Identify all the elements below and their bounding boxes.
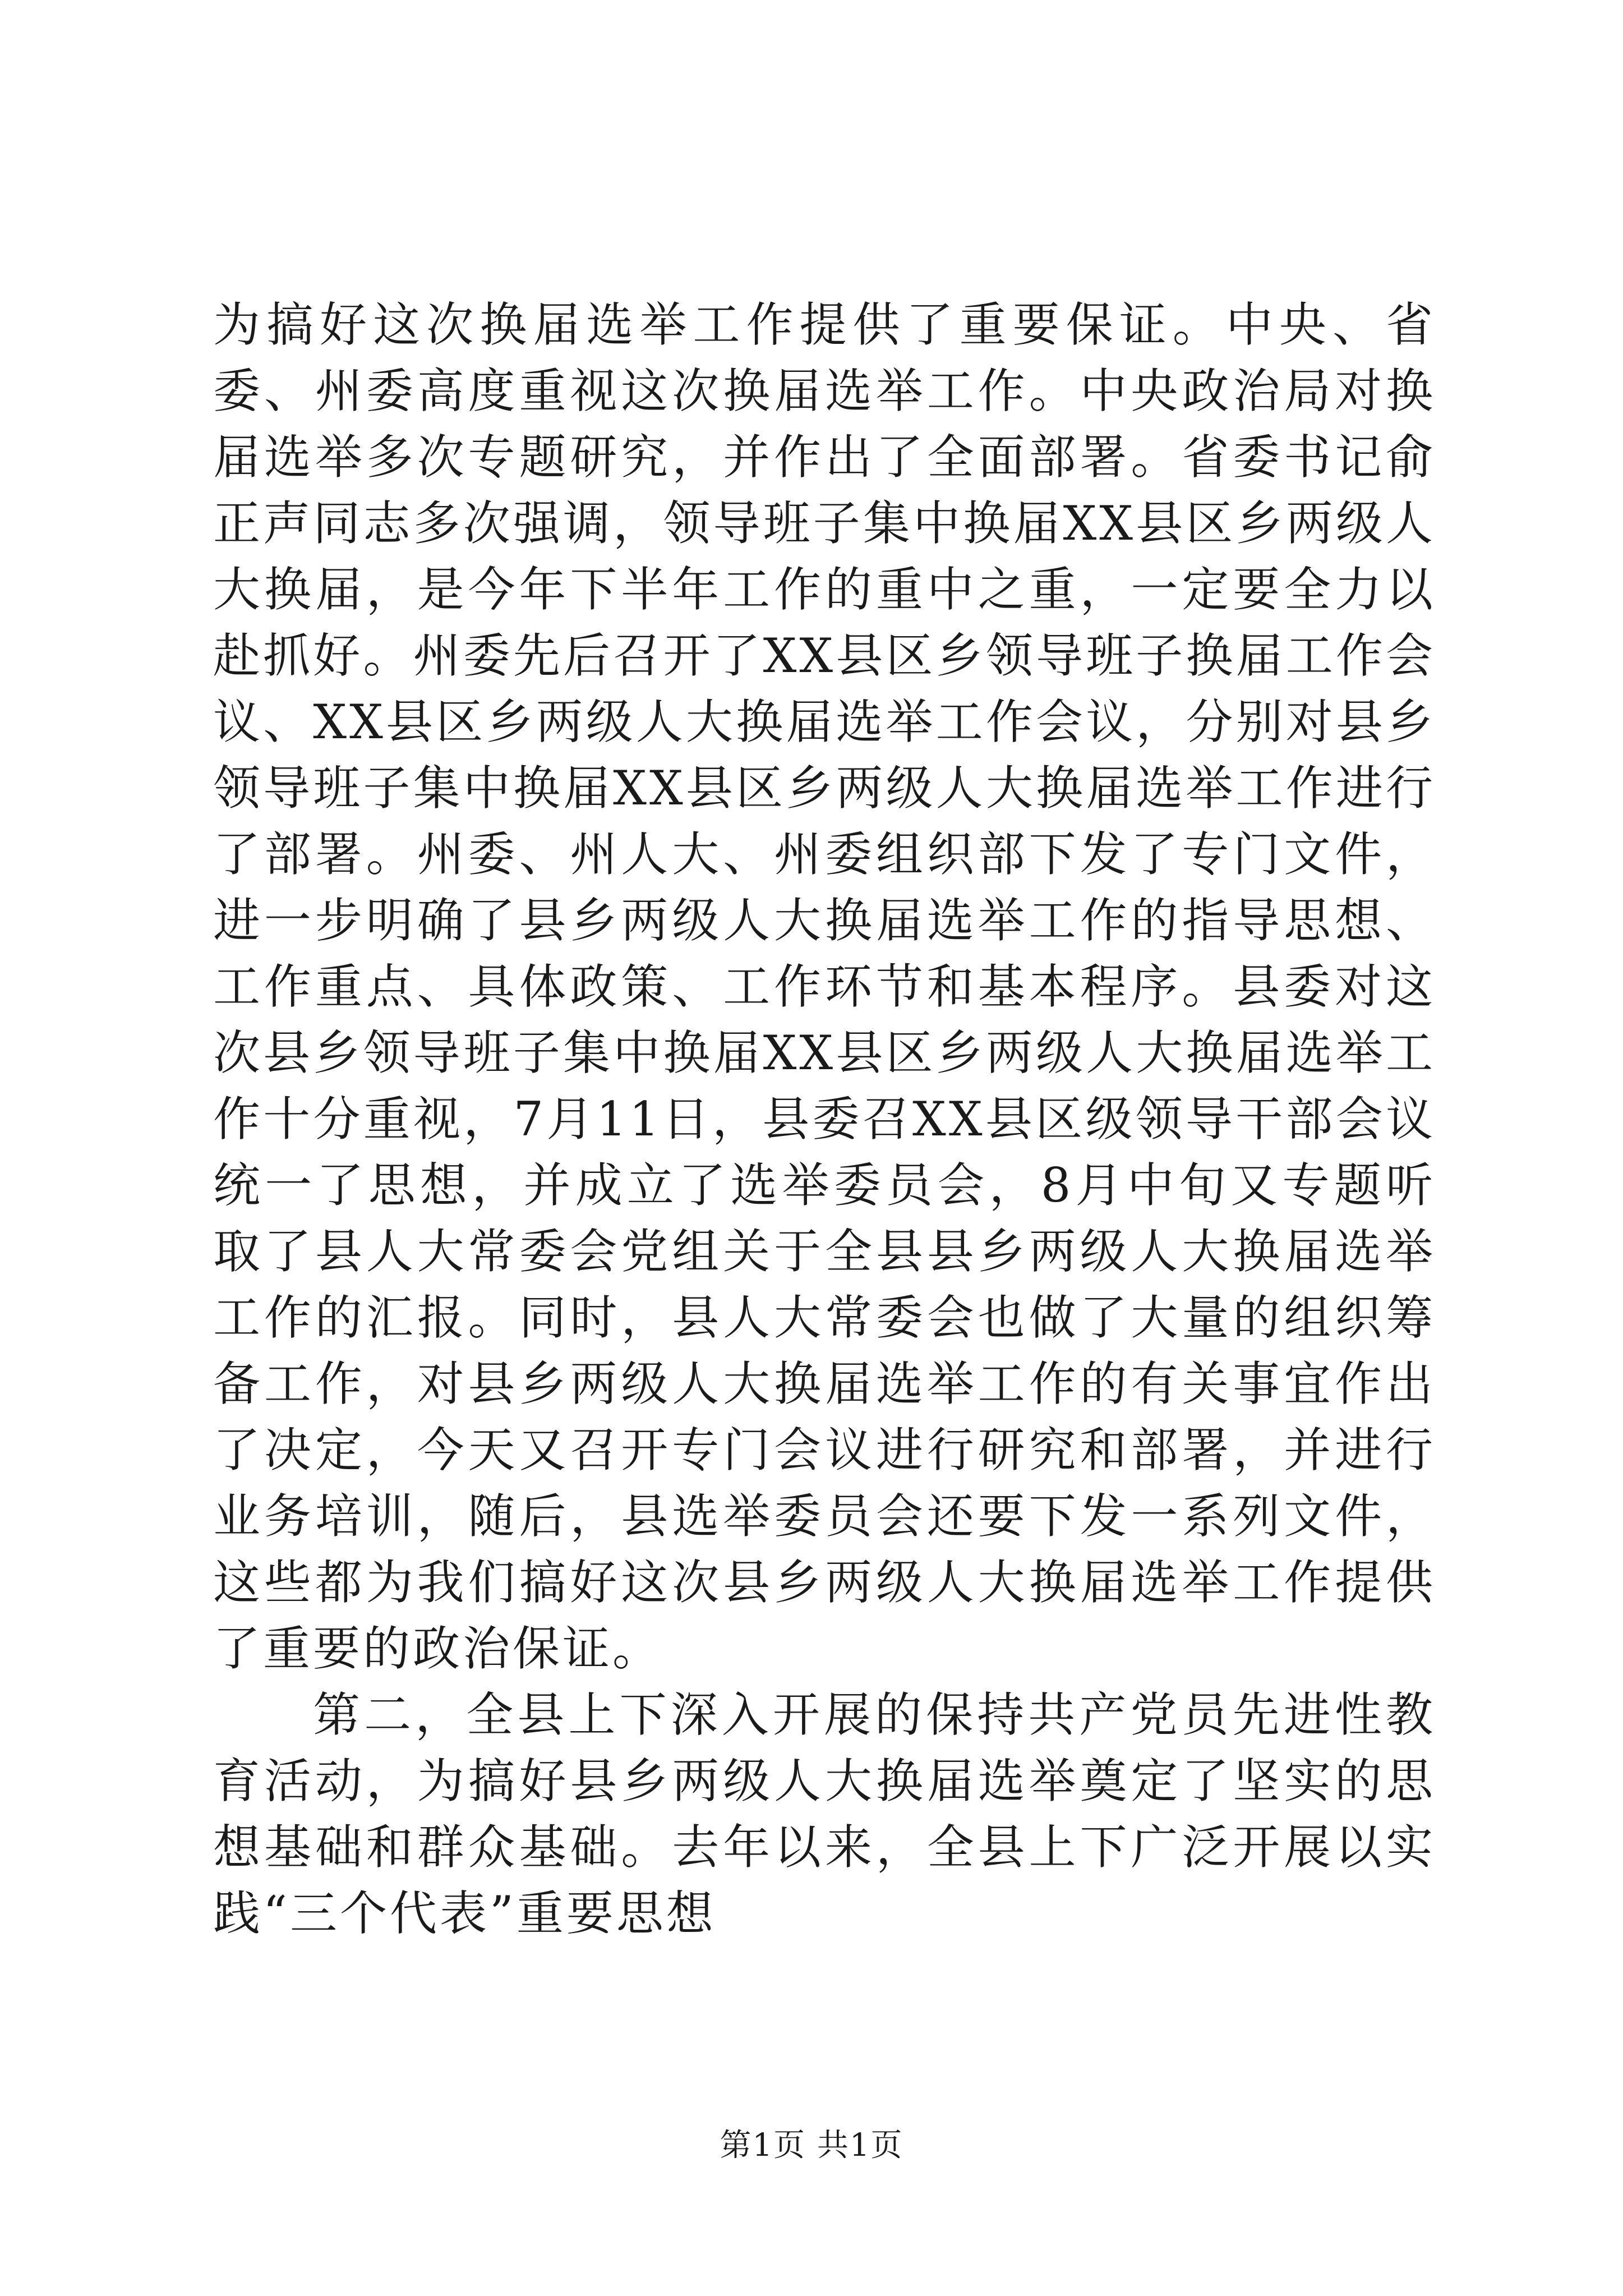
paragraph-2: 第二，全县上下深入开展的保持共产党员先进性教育活动，为搞好县乡两级人大换届选举奠定了坚实的思想基础和群众基础。去年以来，全县上下广泛开展以实践“三个代表”重要思想 (213, 1687, 1436, 1941)
page-footer: 第1页 共1页 (720, 2127, 903, 2164)
document-body (213, 292, 1436, 1947)
paragraph-1: 为搞好这次换届选举工作提供了重要保证。中央、省委、州委高度重视这次换届选举工作。中央政治局对换届选举多次专题研究，并作出了全面部署。省委书记俞正声同志多次强调，领导班子集中换届XX县区乡两级人大换届，是今年下半年工作的重中之重，一定要全力以赴抓好。州委先后召开了XX县区乡领导班子换届工作会议、XX县区乡两级人大换届选举工作会议，分别对县乡领导班子集中换届XX县区乡两级人大换届选举工作进行了部署。州委、州人大、州委组织部下发了专门文件，进一步明确了县乡两级人大换届选举工作的指导思想、工作重点、具体政策、工作环节和基本程序。县委对这次县乡领导班子集中换届XX县区乡两级人大换届选举工作十分重视，7月11日，县委召XX县区级领导干部会议统一了思想，并成立了选举委员会，8月中旬又专题听取了县人大常委会党组关于全县县乡两级人大换届选举工作的汇报。同时，县人大常委会也做了大量的组织筹备工作，对县乡两级人大换届选举工作的有关事宜作出了决定，今天又召开专门会议进行研究和部署，并进行业务培训，随后，县选举委员会还要下发一系列文件，这些都为我们搞好这次县乡两级人大换届选举工作提供了重要的政治保证。 (213, 297, 1436, 1676)
